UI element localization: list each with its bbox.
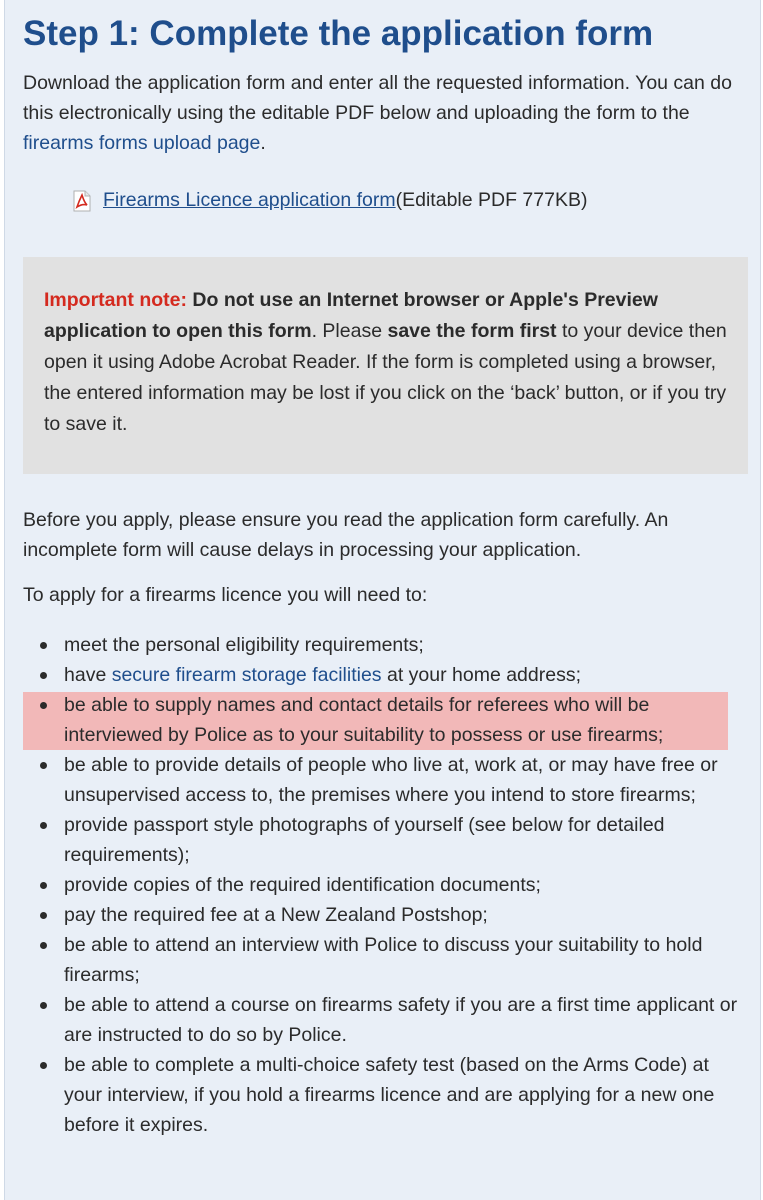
important-note-text: [44, 285, 728, 440]
page-title: Step 1: Complete the application form: [23, 14, 654, 53]
bullet-icon: [40, 1062, 47, 1069]
bullet-icon: [40, 822, 47, 829]
bullet-icon: [40, 702, 47, 709]
pdf-meta: (Editable PDF 777KB): [395, 189, 588, 211]
list-item: [23, 660, 751, 690]
important-note-box: [23, 257, 748, 474]
list-item-text: pay the required fee at a New Zealand Postshop;: [64, 904, 488, 926]
bullet-icon: [40, 762, 47, 769]
secure-storage-link[interactable]: secure firearm storage facilities: [111, 664, 382, 686]
bullet-icon: [40, 912, 47, 919]
note-text-1: . Please: [311, 320, 388, 342]
content-panel: [4, 0, 761, 1200]
list-item: [23, 810, 751, 870]
intro-text-end: .: [260, 132, 266, 154]
list-item: [23, 900, 751, 930]
list-item: [23, 990, 751, 1050]
list-item-text: meet the personal eligibility requirements;: [64, 634, 424, 656]
list-item: [23, 930, 751, 990]
note-save-first: save the form first: [387, 320, 557, 342]
list-item: [23, 750, 751, 810]
list-item-text: be able to supply names and contact details for referees who will be interviewed by Police as to your suitability to possess or use firearms;: [64, 694, 664, 746]
list-item-text: provide passport style photographs of yourself (see below for detailed requirements);: [64, 814, 665, 866]
bullet-icon: [40, 882, 47, 889]
bullet-icon: [40, 672, 47, 679]
list-item-highlighted: [23, 690, 751, 750]
list-item-text: be able to attend an interview with Police to discuss your suitability to hold firearms;: [64, 934, 703, 986]
list-item-text: be able to attend a course on firearms safety if you are a first time applicant or are instructed to do so by Police.: [64, 994, 738, 1046]
download-row: [73, 185, 587, 215]
note-label: Important note:: [44, 289, 187, 311]
application-form-link[interactable]: Firearms Licence application form: [103, 189, 396, 211]
list-item-text: be able to provide details of people who live at, work at, or may have free or unsupervised access to, the premises where you intend to store firearms;: [64, 754, 718, 806]
list-item-text: be able to complete a multi-choice safety test (based on the Arms Code) at your interview, if you hold a firearms licence and are applying for a new one before it expires.: [64, 1054, 715, 1136]
bullet-icon: [40, 642, 47, 649]
note-warning: Do not use an Internet browser or Apple's Preview application to open this form: [44, 289, 658, 342]
list-item: [23, 630, 751, 660]
intro-paragraph: [23, 68, 751, 158]
bullet-icon: [40, 942, 47, 949]
requirements-list: [23, 630, 751, 1140]
forms-upload-link[interactable]: firearms forms upload page: [23, 132, 261, 154]
list-item-text: have: [64, 664, 112, 686]
before-apply-paragraph: Before you apply, please ensure you read the application form carefully. An incomplete form will cause delays in processing your application.: [23, 509, 669, 561]
to-apply-paragraph: To apply for a firearms licence you will need to:: [23, 584, 428, 606]
list-item-text-end: at your home address;: [381, 664, 581, 686]
note-text-2: to your device then open it using Adobe Acrobat Reader. If the form is completed using a browser, the entered information may be lost if you click on the ‘back’ button, or if you try to save it.: [44, 320, 727, 435]
pdf-file-icon: [73, 190, 91, 212]
list-item-text: provide copies of the required identification documents;: [64, 874, 541, 896]
intro-text: Download the application form and enter all the requested information. You can do this electronically using the editable PDF below and uploading the form to the: [23, 72, 732, 124]
bullet-icon: [40, 1002, 47, 1009]
list-item: [23, 870, 751, 900]
list-item: [23, 1050, 751, 1140]
